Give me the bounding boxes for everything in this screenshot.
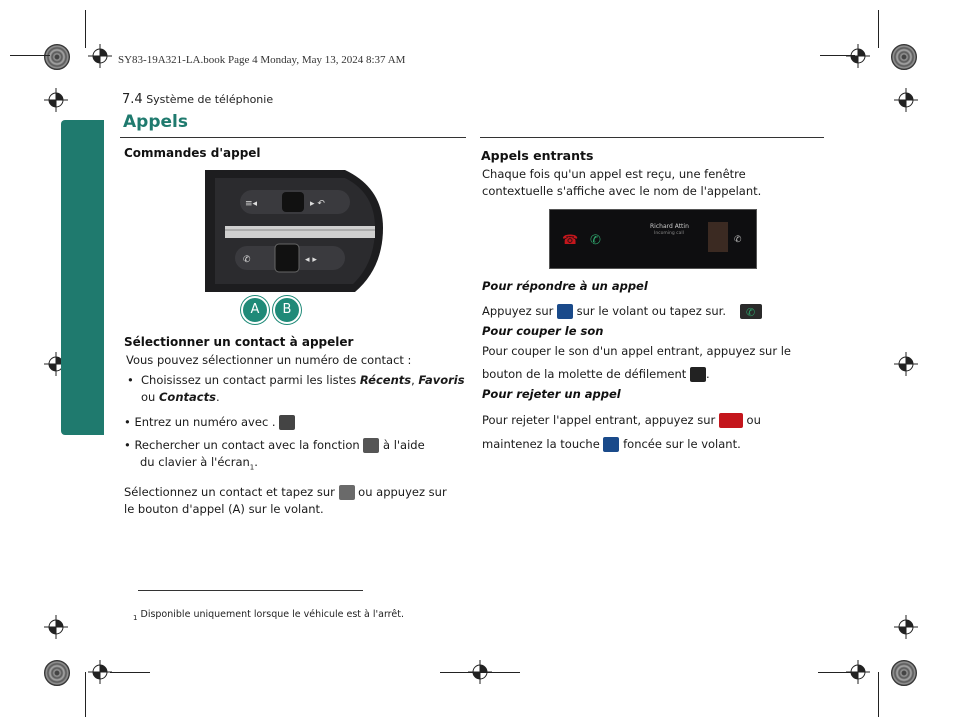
footnote [133,609,404,622]
footnote-text: Disponible uniquement lorsque le véhicule est à l'arrêt. [140,609,404,620]
controls-heading: Commandes d'appel [124,146,261,160]
keypad-icon [279,415,295,430]
divider [120,137,466,138]
mute-text: bouton de la molette de défilement . [482,367,710,381]
bullet-list-item: • Choisissez un contact parmi les listes Récents, Favoris ou Contacts. [127,373,465,404]
callout-a: A [241,296,269,324]
mute-text: Pour couper le son d'un appel entrant, appuyez sur le [482,344,792,358]
callout-b: B [273,296,301,324]
section-number: 7.4 [122,92,143,107]
search-icon [363,438,379,453]
registration-cross-icon [88,44,112,68]
svg-text:◂ ▸: ◂ ▸ [305,255,317,265]
svg-text:✆: ✆ [590,233,601,248]
answer-text: Appuyez sur sur le volant ou tapez sur. ✆ [482,303,762,320]
scroll-wheel-icon [690,367,706,382]
registration-cross-icon [894,615,918,639]
caller-name: Richard Attin [650,223,689,230]
reject-text: maintenez la touche foncée sur le volant. [482,437,741,451]
select-final-paragraph: Sélectionnez un contact et tapez sur ou appuyez sur le bouton d'appel (A) sur le volant. [124,485,447,516]
svg-text:✆: ✆ [243,255,251,265]
print-header: SY83-19A321-LA.book Page 4 Monday, May 13, 2024 8:37 AM [118,54,406,66]
registration-rosette-icon [891,44,917,70]
contact-call-icon [339,485,355,500]
registration-cross-icon [846,44,870,68]
select-contact-heading: Sélectionner un contact à appeler [124,335,354,349]
reject-text: Pour rejeter l'appel entrant, appuyez sur ou [482,413,761,427]
footnote-divider [138,590,363,591]
bullet-list-item: • Rechercher un contact avec la fonction à l'aide du clavier à l'écran$_1$. [124,438,425,472]
section-label [122,92,273,107]
section-name: Système de téléphonie [146,93,274,106]
caller-status: Incoming call [654,231,684,236]
chapter-tab [61,120,104,435]
phone-button-icon [557,304,573,319]
incoming-call-screen-image [549,209,757,269]
registration-rosette-icon [891,660,917,686]
accept-call-icon [740,304,762,319]
incoming-text: Chaque fois qu'un appel est reçu, une fenêtre contextuelle s'affiche avec le nom de l'appelant. [482,167,762,198]
registration-cross-icon [44,88,68,112]
reject-call-icon [719,413,743,428]
reject-heading: Pour rejeter un appel [482,387,621,401]
svg-text:▸ ↶: ▸ ↶ [310,199,325,209]
page-title: Appels [123,112,188,132]
select-intro: Vous pouvez sélectionner un numéro de contact : [126,353,412,367]
incoming-heading: Appels entrants [481,148,594,163]
footnote-marker: 1 [133,613,138,622]
svg-text:≡◂: ≡◂ [245,199,258,209]
registration-rosette-icon [44,44,70,70]
steering-wheel-controls-image [205,168,385,317]
svg-text:✆: ✆ [734,235,742,245]
registration-cross-icon [44,615,68,639]
divider [480,137,824,138]
registration-cross-icon [894,352,918,376]
mute-heading: Pour couper le son [482,324,604,338]
svg-text:☎: ☎ [562,233,579,248]
answer-heading: Pour répondre à un appel [482,279,648,293]
svg-text:✆: ✆ [745,306,755,319]
bullet-list-item: • Entrez un numéro avec . [124,414,295,431]
phone-button-icon [603,437,619,452]
registration-rosette-icon [44,660,70,686]
registration-cross-icon [894,88,918,112]
registration-cross-icon [88,660,112,684]
